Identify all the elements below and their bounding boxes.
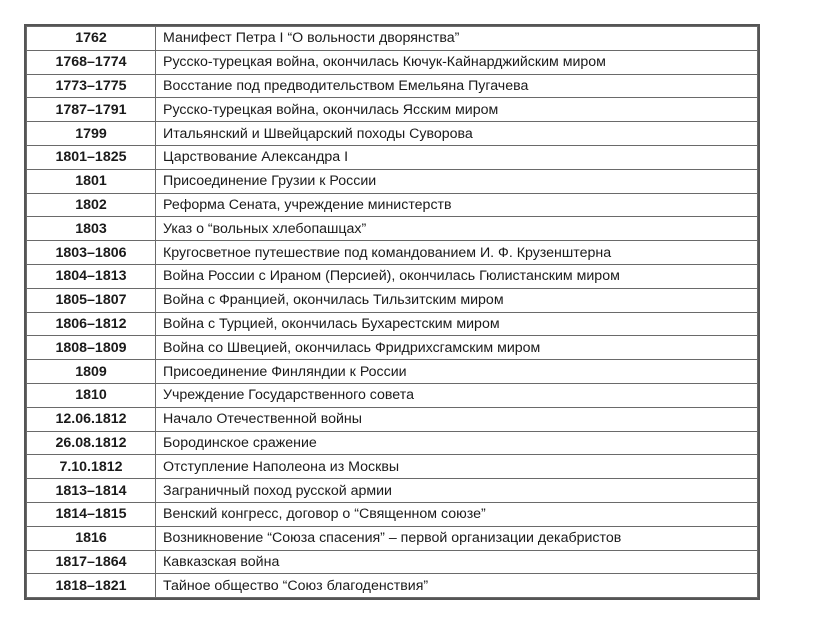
row-date: 1801 [27,169,156,193]
table-row [27,383,758,407]
row-event: Итальянский и Швейцарский походы Суворова [156,122,758,146]
table-row [27,145,758,169]
row-date: 1806–1812 [27,312,156,336]
row-date: 26.08.1812 [27,431,156,455]
row-date: 1804–1813 [27,264,156,288]
row-date: 1810 [27,383,156,407]
row-event: Указ о “вольных хлебопашцах” [156,217,758,241]
table-row [27,98,758,122]
row-date: 1817–1864 [27,550,156,574]
table-row [27,74,758,98]
row-event: Русско-турецкая война, окончилась Ясским миром [156,98,758,122]
row-event: Заграничный поход русской армии [156,479,758,503]
row-date: 1803 [27,217,156,241]
row-date: 1814–1815 [27,502,156,526]
row-date: 1809 [27,360,156,384]
row-event: Кавказская война [156,550,758,574]
row-event: Венский конгресс, договор о “Священном союзе” [156,502,758,526]
row-date: 1802 [27,193,156,217]
row-event: Война России с Ираном (Персией), окончилась Гюлистанским миром [156,264,758,288]
row-event: Тайное общество “Союз благоденствия” [156,574,758,598]
row-event: Начало Отечественной войны [156,407,758,431]
row-date: 1768–1774 [27,50,156,74]
row-event: Отступление Наполеона из Москвы [156,455,758,479]
row-event: Русско-турецкая война, окончилась Кючук-Кайнарджийским миром [156,50,758,74]
table-row [27,217,758,241]
table-row [27,27,758,51]
row-event: Кругосветное путешествие под командованием И. Ф. Крузенштерна [156,241,758,265]
row-event: Война со Швецией, окончилась Фридрихсгамским миром [156,336,758,360]
table-row [27,455,758,479]
row-event: Война с Турцией, окончилась Бухарестским миром [156,312,758,336]
table-row [27,479,758,503]
row-date: 1805–1807 [27,288,156,312]
table-row [27,122,758,146]
table-row [27,193,758,217]
row-date: 12.06.1812 [27,407,156,431]
row-date: 1801–1825 [27,145,156,169]
row-date: 1808–1809 [27,336,156,360]
row-date: 1773–1775 [27,74,156,98]
row-date: 1813–1814 [27,479,156,503]
table-row [27,264,758,288]
table-row [27,502,758,526]
table-row [27,312,758,336]
row-date: 1762 [27,27,156,51]
table-row [27,407,758,431]
row-date: 1816 [27,526,156,550]
row-event: Присоединение Финляндии к России [156,360,758,384]
row-event: Присоединение Грузии к России [156,169,758,193]
table-row [27,288,758,312]
chronology-grid [26,26,758,598]
table-row [27,50,758,74]
table-row [27,526,758,550]
row-event: Возникновение “Союза спасения” – первой организации декабристов [156,526,758,550]
row-date: 1799 [27,122,156,146]
row-event: Манифест Петра I “О вольности дворянства” [156,27,758,51]
table-row [27,169,758,193]
table-row [27,574,758,598]
row-date: 1803–1806 [27,241,156,265]
row-event: Учреждение Государственного совета [156,383,758,407]
row-event: Восстание под предводительством Емельяна Пугачева [156,74,758,98]
row-date: 7.10.1812 [27,455,156,479]
row-event: Царствование Александра I [156,145,758,169]
row-event: Бородинское сражение [156,431,758,455]
table-row [27,360,758,384]
table-body [27,27,758,598]
row-date: 1787–1791 [27,98,156,122]
chronology-table [24,24,760,600]
table-row [27,550,758,574]
row-event: Реформа Сената, учреждение министерств [156,193,758,217]
table-row [27,336,758,360]
table-row [27,431,758,455]
row-date: 1818–1821 [27,574,156,598]
table-row [27,241,758,265]
row-event: Война с Францией, окончилась Тильзитским миром [156,288,758,312]
